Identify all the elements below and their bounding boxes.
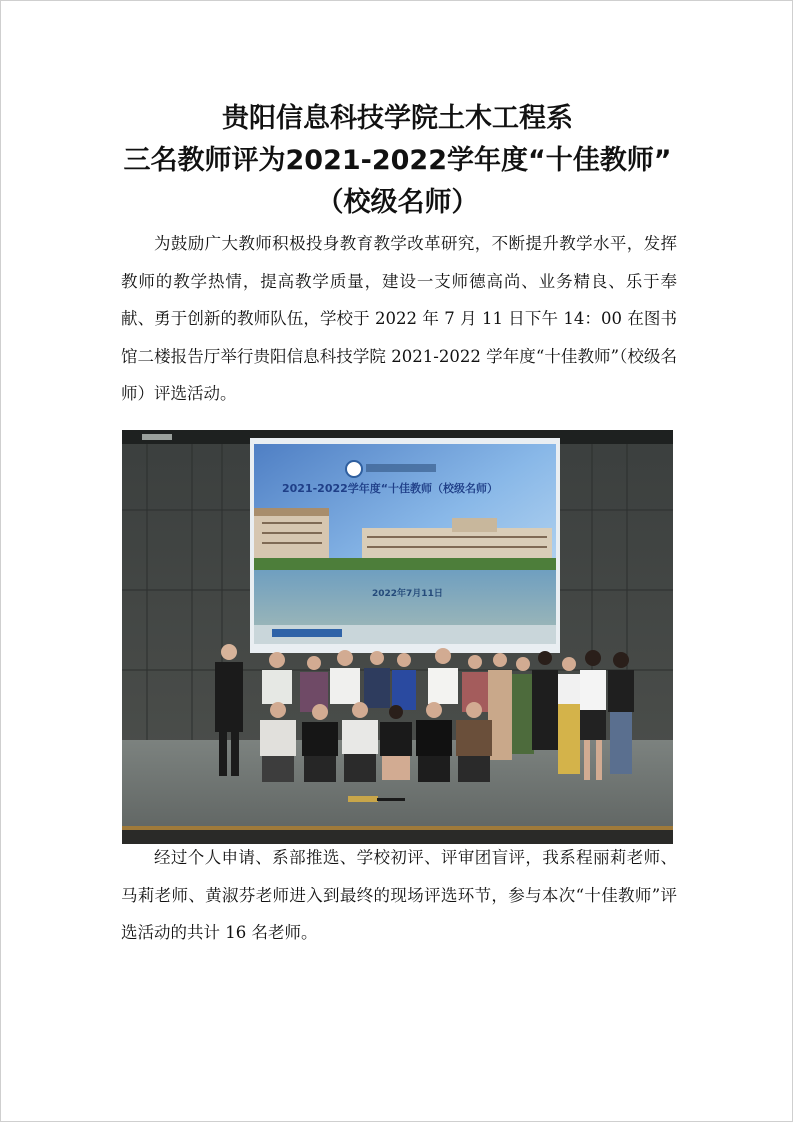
intro-paragraph: 为鼓励广大教师积极投身教育教学改革研究，不断提升教学水平，发挥教师的教学热情，提高教学质量，建设一支师德高尚、业务精良、乐于奉献、勇于创新的教师队伍，学校于 2022 年 7 月 11 日下午 14：00 在图书馆二楼报告厅举行贵阳信息科技学院 2021-2022 学年度“十佳教师”（校级名师）评选活动。 xyxy=(121,234,677,403)
result-paragraph: 经过个人申请、系部推选、学校初评、评审团盲评，我系程丽莉老师、马莉老师、黄淑芬老师进入到最终的现场评选环节，参与本次“十佳教师”评选活动的共计 16 名老师。 xyxy=(121,848,677,942)
title-line-1: 贵阳信息科技学院土木工程系 xyxy=(222,103,573,134)
screen-date-text: 2022年7月11日 xyxy=(372,589,443,599)
title-line-2: 三名教师评为2021-2022学年度“十佳教师” xyxy=(123,145,672,176)
screen-banner-text: 2021-2022学年度“十佳教师（校级名师） xyxy=(282,482,499,495)
group-photo xyxy=(122,430,673,844)
title-line-3: （校级名师） xyxy=(316,187,479,218)
